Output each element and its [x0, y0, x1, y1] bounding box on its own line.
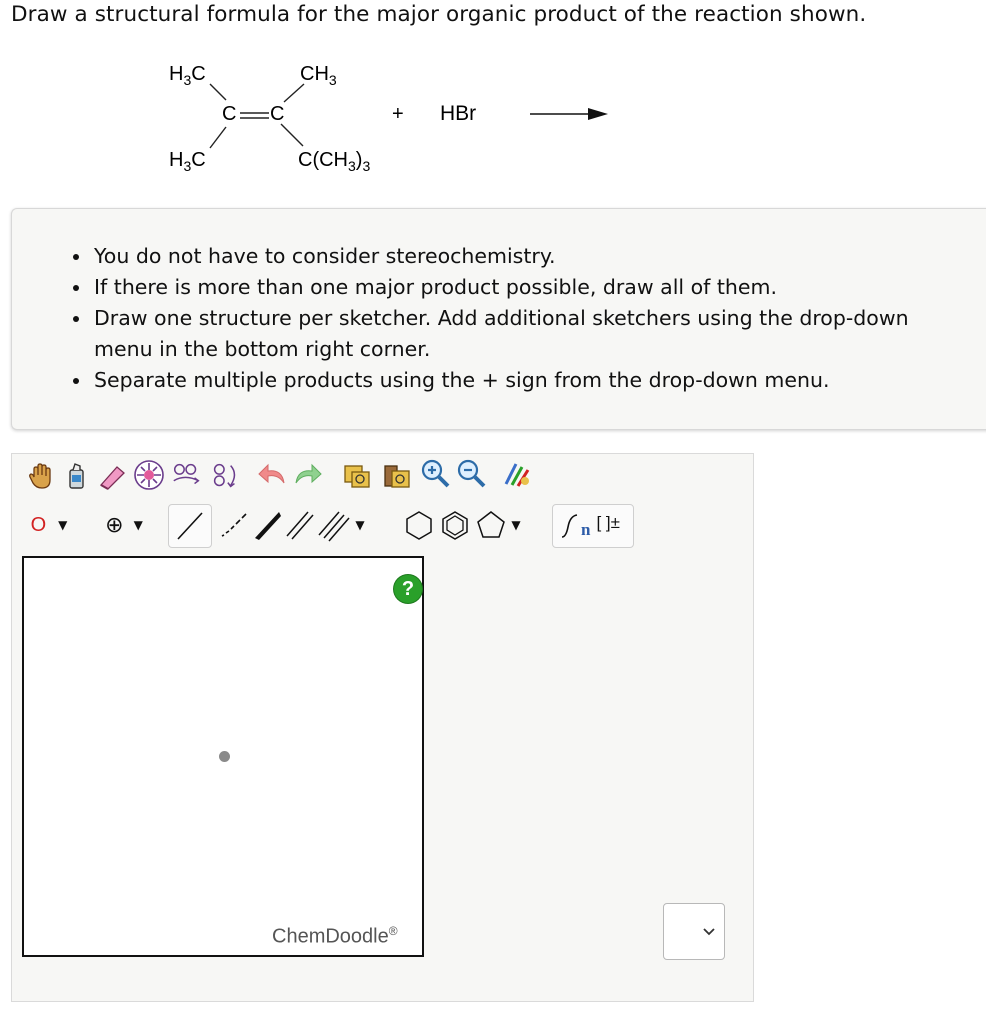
instruction-item: • Draw one structure per sketcher. Add additional sketchers using the drop-down menu in the bottom right corner.: [92, 303, 972, 365]
chevron-down-icon[interactable]: ▼: [355, 518, 365, 532]
right-carbon: C: [270, 103, 285, 125]
chevron-down-icon: ▼: [58, 518, 68, 532]
charge-selector-label: ⊕: [105, 512, 124, 538]
rotate-icon[interactable]: [208, 459, 242, 493]
paste-icon[interactable]: [380, 459, 414, 493]
instructions-box: [11, 208, 986, 430]
bond-bottom-right: [281, 124, 303, 146]
eraser-icon[interactable]: [96, 459, 130, 493]
double-bond-icon[interactable]: [282, 508, 316, 542]
instruction-item: • If there is more than one major product possible, draw all of them.: [92, 272, 972, 303]
pentagon-icon[interactable]: [474, 508, 508, 542]
charge-selector[interactable]: [94, 508, 154, 542]
brand-mark: ®: [388, 924, 398, 938]
attachment-bracket-group[interactable]: [552, 504, 634, 548]
sn-label: n: [581, 520, 591, 539]
label-bottom-left: $H_3C$: [169, 149, 206, 174]
zoom-out-icon[interactable]: [454, 457, 488, 491]
cyclohexane-icon[interactable]: [402, 508, 436, 542]
wedge-bond-icon[interactable]: [250, 508, 284, 542]
atom-selector-label: O: [30, 513, 47, 536]
single-bond-icon: [169, 505, 211, 547]
reaction-arrow-head: [588, 108, 608, 120]
redo-icon[interactable]: [290, 459, 324, 493]
undo-icon[interactable]: [256, 459, 290, 493]
dashed-bond-icon[interactable]: [216, 508, 250, 542]
add-sketcher-dropdown[interactable]: [663, 903, 725, 960]
bond-top-left: [210, 84, 226, 100]
center-icon[interactable]: [132, 458, 166, 492]
zoom-in-icon[interactable]: [418, 457, 452, 491]
attachment-icon: [559, 511, 581, 541]
canvas-center-dot: [219, 751, 230, 762]
brand-text: ChemDoodle: [272, 925, 389, 948]
help-icon[interactable]: ?: [394, 575, 422, 603]
left-carbon: C: [222, 103, 237, 125]
instructions-list: [12, 241, 972, 396]
copy-icon[interactable]: [340, 459, 374, 493]
atom-selector[interactable]: [26, 508, 72, 542]
reaction-scheme: [140, 52, 640, 186]
benzene-icon[interactable]: [438, 508, 472, 542]
question-text: Draw a structural formula for the major organic product of the reaction shown.: [11, 2, 867, 27]
chevron-down-icon[interactable]: ▼: [511, 518, 521, 532]
reagent-label: HBr: [440, 102, 477, 125]
instruction-item: • You do not have to consider stereochemistry.: [92, 241, 972, 272]
sketcher-canvas[interactable]: [22, 556, 424, 957]
bracket-icon: [ ]±: [596, 513, 620, 532]
chevron-down-icon: ▼: [133, 518, 143, 532]
hand-pan-icon[interactable]: [24, 459, 58, 493]
bond-top-right: [284, 84, 304, 102]
triple-bond-icon[interactable]: [316, 508, 350, 542]
label-bottom-right: $C(CH_3)_3$: [298, 149, 371, 174]
single-bond-button[interactable]: [168, 504, 212, 548]
label-top-right: $CH_3$: [300, 63, 337, 88]
chevron-down-icon: [702, 927, 716, 937]
bond-bottom-left: [210, 127, 226, 148]
plus-sign: +: [392, 103, 404, 125]
clean-icon[interactable]: [500, 458, 534, 492]
instruction-item: • Separate multiple products using the + sign from the drop-down menu.: [92, 365, 972, 396]
lasso-icon[interactable]: [60, 459, 94, 493]
label-top-left: $H_3C$: [169, 63, 206, 88]
flip-icon[interactable]: [170, 459, 204, 493]
chemdoodle-brand: [272, 924, 398, 949]
